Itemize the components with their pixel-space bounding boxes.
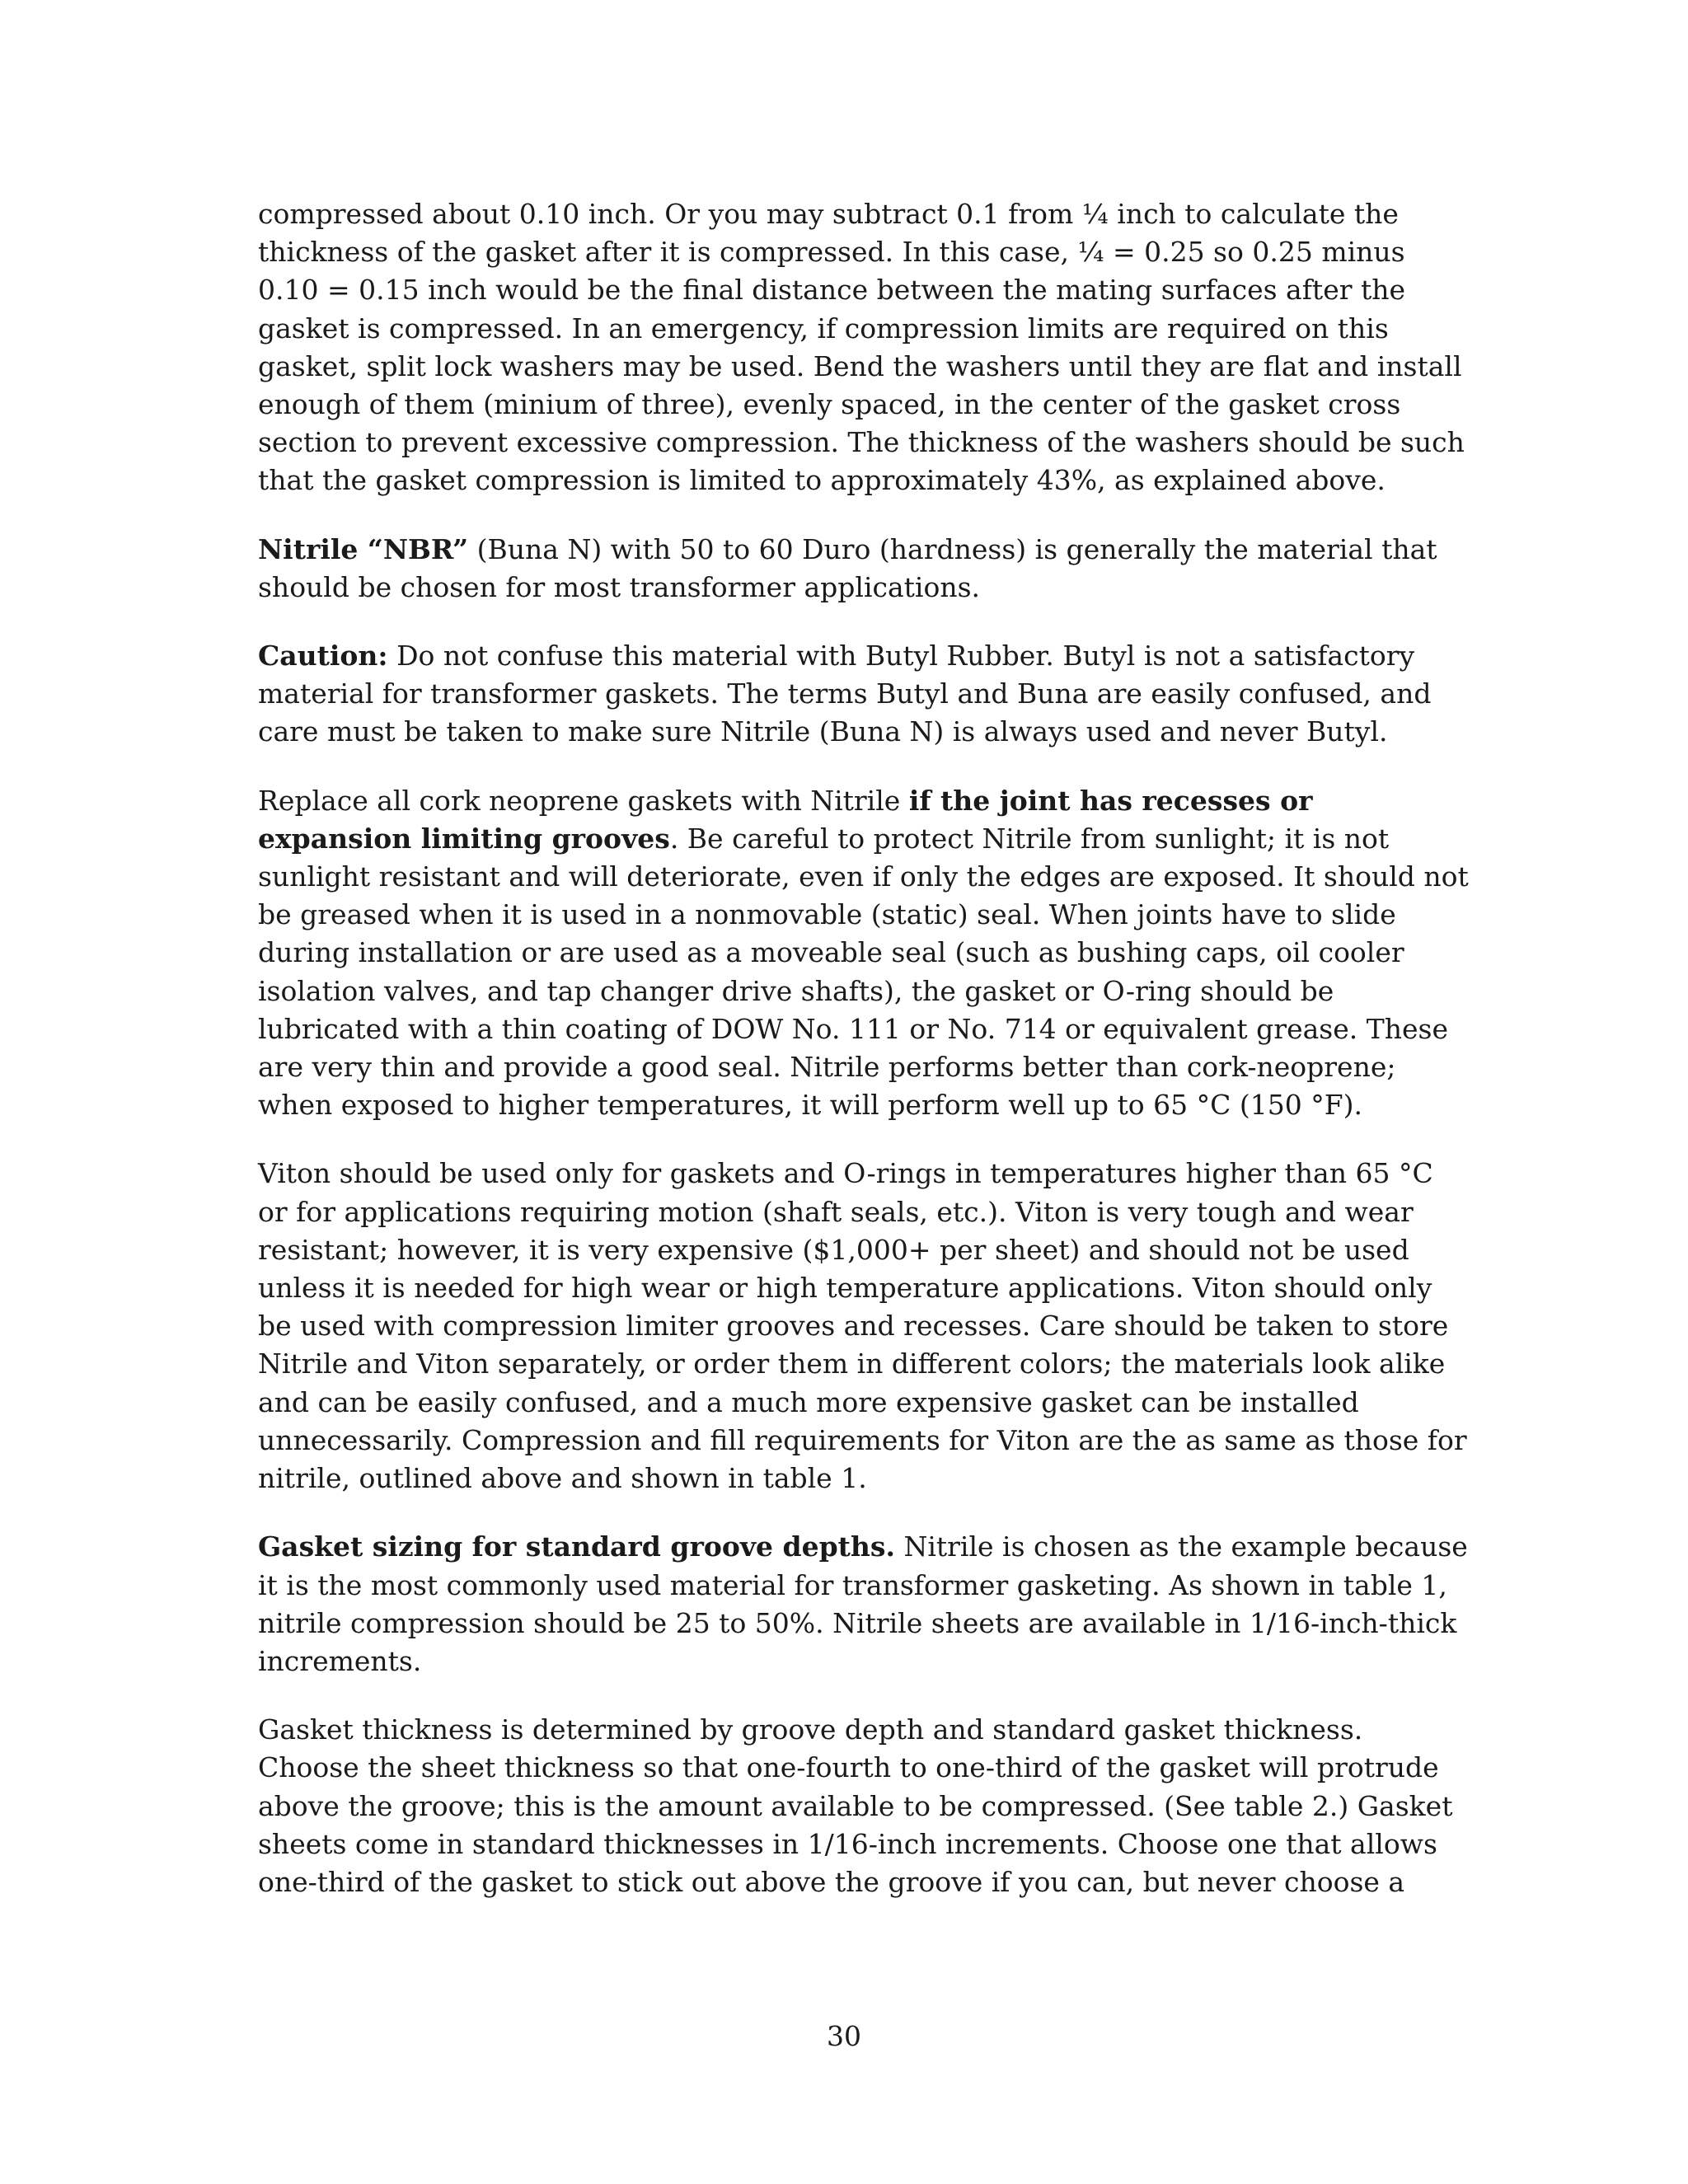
paragraph-text: Nitrile is chosen as the example because it is the most commonly used material for transformer gasketing. As shown in table 1, nitrile compression should be 25 to 50%. Nitrile sheets are available in 1/16-inch-thick increments.	[258, 1530, 1468, 1677]
paragraph-gasket-sizing	[258, 1528, 1470, 1680]
paragraph-inline-bold: if the joint has recesses or expansion limiting grooves	[258, 784, 1313, 855]
paragraph-lead-bold: Gasket sizing for standard groove depths.	[258, 1530, 895, 1563]
paragraph-text: (Buna N) with 50 to 60 Duro (hardness) is generally the material that should be chosen for most transformer applications.	[258, 532, 1437, 603]
paragraph-text: compressed about 0.10 inch. Or you may subtract 0.1 from ¼ inch to calculate the thickness of the gasket after it is compressed. In this case, ¼ = 0.25 so 0.25 minus 0.10 = 0.15 inch would be the final distance between the mating surfaces after the gasket is compressed. In an emergency, if compression limits are required on this gasket, split lock washers may be used. Bend the washers until they are flat and install enough of them (minium of three), evenly spaced, in the center of the gasket cross section to prevent excessive compression. The thickness of the washers should be such that the gasket compression is limited to approximately 43%, as explained above.	[258, 198, 1465, 497]
paragraph-text-before: Replace all cork neoprene gaskets with Nitrile	[258, 784, 909, 817]
paragraph-text: Gasket thickness is determined by groove depth and standard gasket thickness. Choose the sheet thickness so that one-fourth to one-third of the gasket will protrude above the groove; this is the amount available to be compressed. (See table 2.) Gasket sheets come in standard thicknesses in 1/16-inch increments. Choose one that allows one-third of the gasket to stick out above the groove if you can, but never choose a	[258, 1713, 1453, 1898]
paragraph-nitrile-nbr	[258, 531, 1470, 607]
paragraph-viton	[258, 1155, 1470, 1497]
paragraph-lead-bold: Caution:	[258, 640, 388, 673]
body-text	[258, 195, 1470, 1932]
paragraph-caution	[258, 637, 1470, 752]
page-number: 30	[827, 2020, 861, 2052]
paragraph-text-after: . Be careful to protect Nitrile from sunlight; it is not sunlight resistant and will deteriorate, even if only the edges are exposed. It should not be greased when it is used in a nonmovable (static) seal. When joints have to slide during installation or are used as a moveable seal (such as bushing caps, oil cooler isolation valves, and tap changer drive shafts), the gasket or O-ring should be lubricated with a thin coating of DOW No. 111 or No. 714 or equivalent grease. These are very thin and provide a good seal. Nitrile performs better than cork-neoprene; when exposed to higher temperatures, it will perform well up to 65 °C (150 °F).	[258, 822, 1469, 1122]
paragraph-text: Viton should be used only for gaskets and O-rings in temperatures higher than 65 °C or for applications requiring motion (shaft seals, etc.). Viton is very tough and wear resistant; however, it is very expensive ($1,000+ per sheet) and should not be used unless it is needed for high wear or high temperature applications. Viton should only be used with compression limiter grooves and recesses. Care should be taken to store Nitrile and Viton separately, or order them in different colors; the materials look alike and can be easily confused, and a much more expensive gasket can be installed unnecessarily. Compression and fill requirements for Viton are the as same as those for nitrile, outlined above and shown in table 1.	[258, 1157, 1467, 1495]
paragraph-text: Do not confuse this material with Butyl Rubber. Butyl is not a satisfactory material for transformer gaskets. The terms Butyl and Buna are easily confused, and care must be taken to make sure Nitrile (Buna N) is always used and never Butyl.	[258, 640, 1432, 748]
paragraph-replace-cork-neoprene	[258, 782, 1470, 1125]
paragraph-lead-bold: Nitrile “NBR”	[258, 532, 469, 565]
paragraph-gasket-thickness	[258, 1711, 1470, 1901]
paragraph-compression-limits	[258, 195, 1470, 500]
